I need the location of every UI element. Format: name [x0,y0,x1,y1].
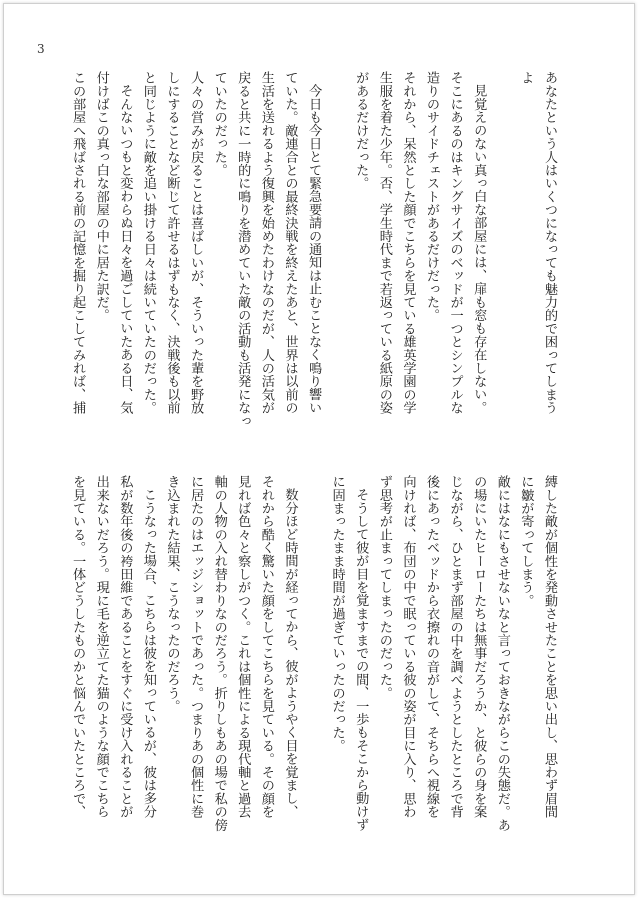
paragraph-break [490,71,514,421]
paragraph-break [325,71,349,421]
text-line: があるだけだった。 [353,71,369,190]
text-line: じながら、ひとまず部屋の中を調べようとしたところで背 [447,475,463,819]
text-line: ていたのだった。 [211,71,227,177]
text-line: 人々の営みが戻ることは喜ばしいが、そういった輩を野放 [188,71,204,415]
text-line: 今日も今日とて緊急要請の通知は止むことなく鳴り響い [306,84,322,415]
text-line: の場にいたヒーローたちは無事だろうか、と彼らの身を案 [471,475,487,819]
text-line: 造りのサイドチェストがあるだけだった。 [424,71,440,322]
text-line: 向ければ、布団の中で眠っている彼の姿が目に入り、思わ [400,475,416,819]
text-line: しにすることなど断じて許せるはずもなく、決戦後も以前 [164,71,180,415]
text-line: き込まれた結果、こうなったのだろう。 [164,475,180,713]
text-line: と同じように敵を追い掛ける日々は続いていたのだった。 [140,71,156,415]
lower-text-block [65,475,561,832]
text-line: ず思考が止まってしまったのだった。 [376,475,392,700]
text-line: あなたという人はいくつになっても魅力的で困ってしまう [542,71,557,415]
text-line: 数分ほど時間が経ってから、彼がようやく目を覚まし、 [282,488,298,819]
text-line: 戻ると共に一時的に鳴りを潜めていた敵の活動も活発になっ [235,71,251,428]
text-line: 縛した敵が個性を発動させたことを思い出し、思わず眉間 [542,475,557,819]
text-line: 見れば色々と察しがつく。これは個性による現代軸と過去 [235,475,251,819]
text-line: それから、呆然とした顔でこちらを見ている雄英学園の学 [400,71,416,415]
text-line: 出来ないだろう。現に毛を逆立てた猫のような顔でこちら [93,475,109,819]
text-line: に皺が寄ってしまう。 [518,475,534,607]
text-line: を見ている。一体どうしたものかと悩んでいたところで、 [70,475,86,819]
text-line: よ [518,71,534,85]
text-line: 生服を着た少年。否、学生時代まで若返っている紙原の姿 [376,71,392,415]
text-line: そうして彼が目を覚ますまでの間、一歩もそこから動けず [353,488,369,832]
text-line: 後にあったベッドから衣擦れの音がして、そちらへ視線を [424,475,440,819]
text-line: に固まったまま時間が過ぎていったのだった。 [329,475,345,753]
text-line: に居たのはエッジショットであった。つまりあの個性に巻 [188,475,204,819]
paragraph-break [301,475,325,825]
upper-text-block [65,71,561,428]
text-line: 生活を送れるよう復興を始めたわけなのだが、人の活気が [258,71,274,415]
text-line: こうなった場合、こちらは彼を知っているが、彼は多分 [140,488,156,819]
document-page [3,3,635,895]
text-line: それから酷く驚いた顔をしてこちらを見ている。その顔を [258,475,274,819]
text-line: そんないつもと変わらぬ日々を過ごしていたある日、気 [117,84,133,415]
text-line: この部屋へ飛ばされる前の記憶を掘り起こしてみれば、捕 [70,71,86,415]
text-line: 付けばこの真っ白な部屋の中に居た訳だ。 [93,71,109,322]
text-line: そこにあるのはキングサイズのベッドが一つとシンプルな [447,71,463,415]
page-number: 3 [37,42,45,56]
text-line: 敵にはなにもさせないなと言っておきながらこの失態だ。あ [494,475,510,832]
text-line: 軸の人物の入れ替わりなのだろう。折りしもあの場で私の傍 [211,475,227,832]
text-line: ていた。敵連合との最終決戦を終えたあと、世界は以前の [282,71,298,415]
text-line: 見覚えのない真っ白な部屋には、扉も窓も存在しない。 [471,84,487,415]
text-line: 私が数年後の袴田維であることをすぐに受け入れることが [117,475,133,819]
